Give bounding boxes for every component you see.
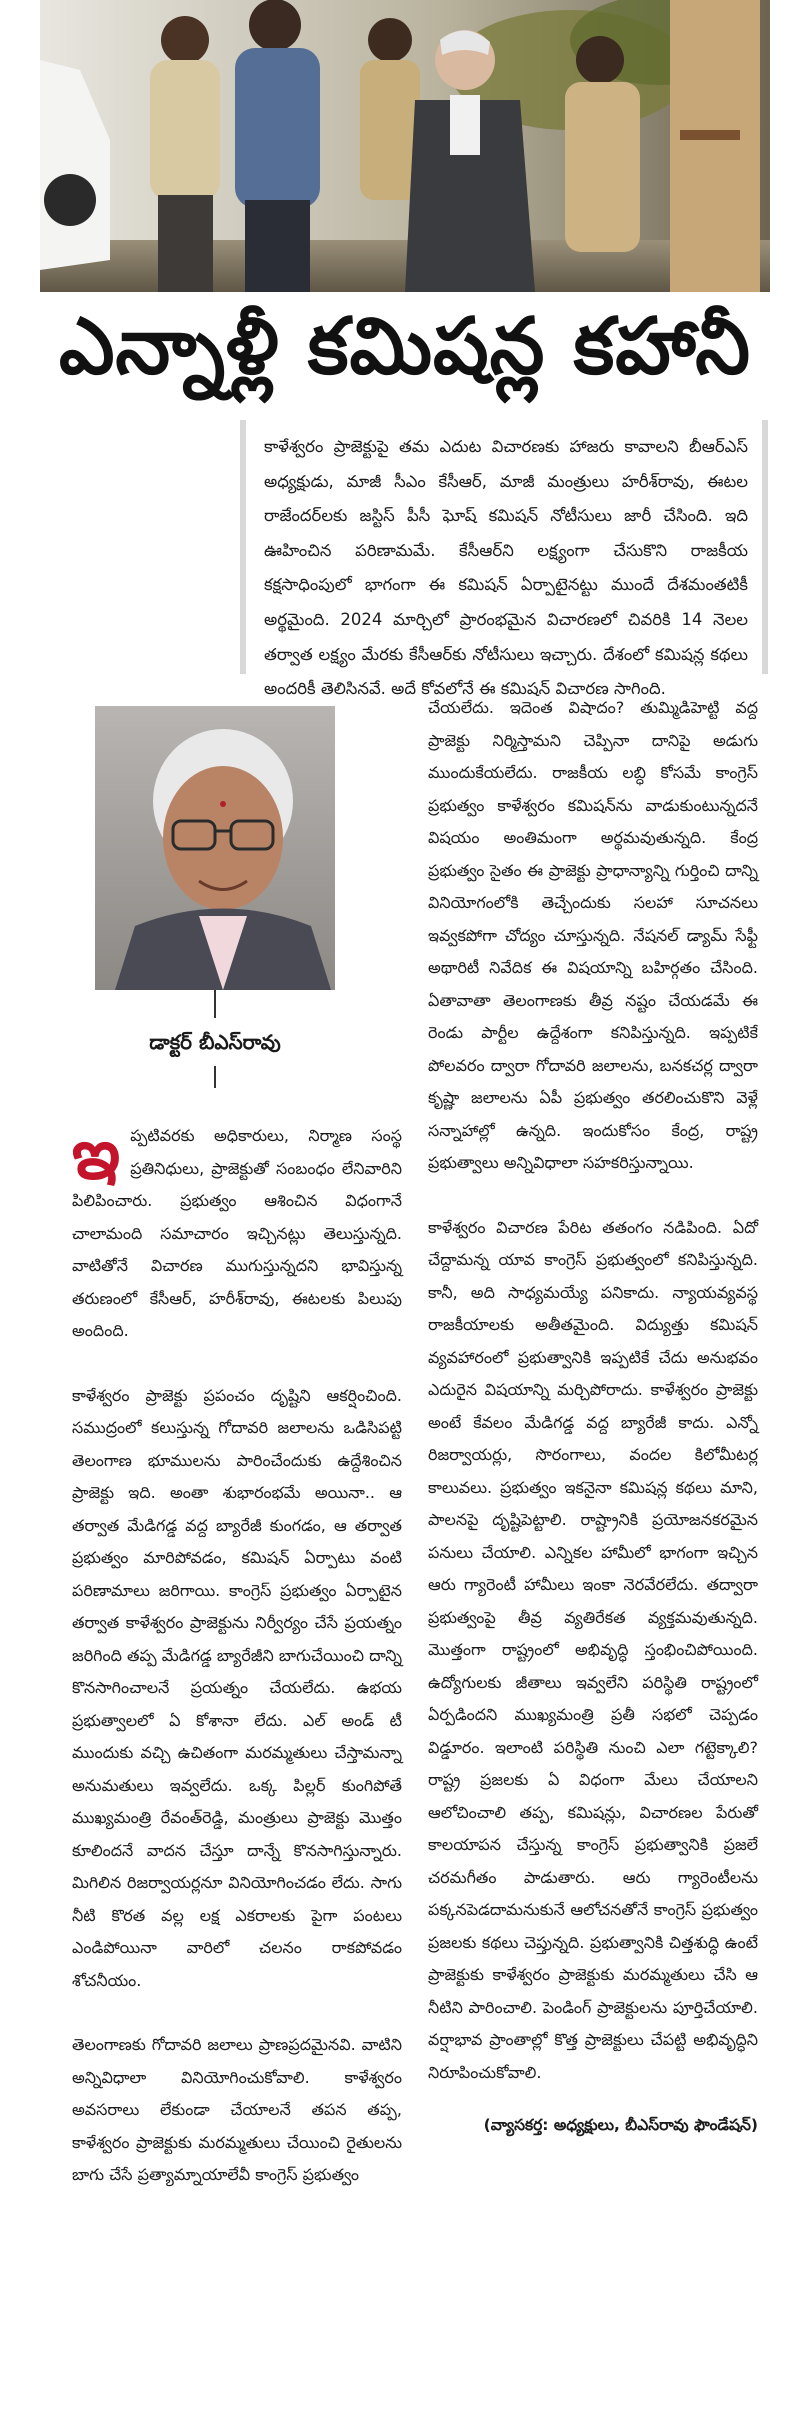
news-photo xyxy=(40,0,770,292)
drop-cap: ఇ xyxy=(72,1113,121,1195)
article-paragraph: తెలంగాణకు గోదావరి జలాలు ప్రాణప్రదమైనవి. వాటిని అన్నివిధాలా వినియోగించుకోవాలి. కాళేశ్వరం అవసరాలు లేకుండా చేయాలనే తపన తప్ప, కాళేశ్వరం ప్రాజెక్టుకు మరమ్మతులు చేయించి రైతులను బాగు చేసే ప్రత్యామ్నాయాలేవీ కాంగ్రెస్ ప్రభుత్వం xyxy=(72,2035,402,2184)
intro-box xyxy=(240,420,768,699)
intro-text: కాళేశ్వరం ప్రాజెక్టుపై తమ ఎదుట విచారణకు హాజరు కావాలని బీఆర్‌ఎస్ అధ్యక్షుడు, మాజీ సీఎం కేసీఆర్, మాజీ మంత్రులు హరీశ్‌రావు, ఈటల రాజేందర్‌లకు జస్టిస్ పీసీ ఘోష్ కమిషన్ నోటీసులు జారీ చేసింది. ఇది ఊహించిన పరిణామమే. కేసీఆర్‌ని లక్ష్యంగా చేసుకొని రాజకీయ కక్షసాధింపులో భాగంగా ఈ కమిషన్ ఏర్పాటైనట్టు ముందే దేశమంతటికీ అర్థమైంది. 2024 మార్చిలో ప్రారంభమైన విచారణలో చివరికి 14 నెలల తర్వాత లక్ష్యం మేరకు కేసీఆర్‌కు నోటీసులు ఇచ్చారు. దేశంలో కమిషన్ల కథలు అందరికీ తెలిసినవే. అదే కోవలోనే ఈ కమిషన్ విచారణ సాగింది. xyxy=(264,437,748,699)
article-paragraph: కాళేశ్వరం విచారణ పేరిట తతంగం నడిపింది. ఏదో చేద్దామన్న యావ కాంగ్రెస్ ప్రభుత్వంలో కనిపిస్తున్నది. కానీ, అది సాధ్యమయ్యే పనికాదు. న్యాయవ్యవస్థ రాజకీయాలకు అతీతమైంది. విద్యుత్తు కమిషన్ వ్యవహారంలో ప్రభుత్వానికి ఇప్పటికే చేదు అనుభవం ఎదురైన విషయాన్ని మర్చిపోరాదు. కాళేశ్వరం ప్రాజెక్టు అంటే కేవలం మేడిగడ్డ వద్ద బ్యారేజీ కాదు. ఎన్నో రిజర్వాయర్లు, సొరంగాలు, వందల కిలోమీటర్ల కాలువలు. ప్రభుత్వం ఇకనైనా కమిషన్ల కథలు మాని, పాలనపై దృష్టిపెట్టాలి. రాష్ట్రానికి ప్రయోజనకరమైన పనులు చేయాలి. ఎన్నికల హామీలో భాగంగా ఇచ్చిన ఆరు గ్యారెంటీ హామీలు ఇంకా నెరవేరలేదు. తద్వారా ప్రభుత్వంపై తీవ్ర వ్యతిరేకత వ్యక్తమవుతున్నది. మొత్తంగా రాష్ట్రంలో అభివృద్ధి స్తంభించిపోయింది. ఉద్యోగులకు జీతాలు ఇవ్వలేని పరిస్థితి రాష్ట్రంలో ఏర్పడిందని ముఖ్యమంత్రి ప్రతీ సభలో చెప్పడం విడ్డూరం. ఇలాంటి పరిస్థితి నుంచి ఎలా గట్టెక్కాలి? రాష్ట్ర ప్రజలకు ఏ విధంగా మేలు చేయాలని ఆలోచించాలి తప్ప, కమిషన్లు, విచారణల పేరుతో కాలయాపన చేస్తున్న కాంగ్రెస్ ప్రభుత్వానికి ప్రజలే చరమగీతం పాడుతారు. ఆరు గ్యారెంటీలను పక్కనపెడదామనుకునే ఆలోచనతోనే కాంగ్రెస్ ప్రభుత్వం ప్రజలకు కథలు చెప్తున్నది. ప్రభుత్వానికి చిత్తశుద్ధి ఉంటే ప్రాజెక్టుకు కాళేశ్వరం ప్రాజెక్టుకు మరమ్మతులు చేసి ఆ నీటిని పారించాలి. పెండింగ్ ప్రాజెక్టులను పూర్తిచేయాలి. వర్షాభావ ప్రాంతాల్లో కొత్త ప్రాజెక్టులు చేపట్టి అభివృద్ధిని నిరూపించుకోవాలి. xyxy=(428,1217,758,2082)
author-photo xyxy=(95,706,335,990)
headline: ఎన్నాళ్లీ కమిషన్ల కహానీ xyxy=(58,301,752,392)
author-name: డాక్టర్ బీఎస్‌రావు xyxy=(149,1030,281,1054)
author-divider xyxy=(214,990,216,1018)
article-paragraph: కాళేశ్వరం ప్రాజెక్టు ప్రపంచం దృష్టిని ఆకర్షించింది. సముద్రంలో కలుస్తున్న గోదావరి జలాలను ఒడిసిపట్టి తెలంగాణ భూములను పారించేందుకు ఉద్దేశించిన ప్రాజెక్టు ఇది. అంతా శుభారంభమే అయినా.. ఆ తర్వాత మేడిగడ్డ వద్ద బ్యారేజీ కుంగడం, ఆ తర్వాత ప్రభుత్వం మారిపోవడం, కమిషన్ ఏర్పాటు వంటి పరిణామాలు జరిగాయి. కాంగ్రెస్ ప్రభుత్వం ఏర్పాటైన తర్వాత కాళేశ్వరం ప్రాజెక్టును నిర్వీర్యం చేసే ప్రయత్నం జరిగింది తప్ప మేడిగడ్డ బ్యారేజీని బాగుచేయించి దాన్ని కొనసాగించాలనే ప్రయత్నం చేయలేదు. ఉభయ ప్రభుత్వాలలో ఏ కోశానా లేదు. ఎల్ అండ్ టీ ముందుకు వచ్చి ఉచితంగా మరమ్మతులు చేస్తామన్నా అనుమతులు ఇవ్వలేదు. ఒక్క పిల్లర్ కుంగిపోతే ముఖ్యమంత్రి రేవంత్‌రెడ్డి, మంత్రులు ప్రాజెక్టు మొత్తం కూలిందనే వాదన చేస్తూ దాన్నే కొనసాగిస్తున్నారు. మిగిలిన రిజర్వాయర్లనూ వినియోగించడం లేదు. సాగు నీటి కొరత వల్ల లక్ష ఎకరాలకు పైగా పంటలు ఎండిపోయినా వారిలో చలనం రాకపోవడం శోచనీయం. xyxy=(72,1385,402,1990)
article-right-column xyxy=(428,692,758,2142)
article-left-column xyxy=(72,1113,402,2224)
author-divider xyxy=(214,1066,216,1088)
article-paragraph xyxy=(72,1113,402,1348)
paragraph-text: ప్పటివరకు అధికారులు, నిర్మాణ సంస్థ ప్రతినిధులు, ప్రాజెక్టుతో సంబంధం లేనివారిని పిలిపించారు. ప్రభుత్వం ఆశించిన విధంగానే చాలామంది సమాచారం ఇచ్చినట్లు తెలుస్తున్నది. వాటితోనే విచారణ ముగుస్తున్నదని భావిస్తున్న తరుణంలో కేసీఆర్, హరీశ్‌రావు, ఈటలకు పిలుపు అందింది. xyxy=(72,1126,402,1340)
article-paragraph: చేయలేదు. ఇదెంత విషాదం? తుమ్మిడిహెట్టి వద్ద ప్రాజెక్టు నిర్మిస్తామని చెప్పినా దానిపై అడుగు ముందుకేయలేదు. రాజకీయ లబ్ధి కోసమే కాంగ్రెస్ ప్రభుత్వం కాళేశ్వరం కమిషన్‌ను వాడుకుంటున్నదనే విషయం అంతిమంగా అర్థమవుతున్నది. కేంద్ర ప్రభుత్వం సైతం ఈ ప్రాజెక్టు ప్రాధాన్యాన్ని గుర్తించి దాన్ని వినియోగంలోకి తెచ్చేందుకు సలహా సూచనలు ఇవ్వకపోగా చోద్యం చూస్తున్నది. నేషనల్ డ్యామ్ సేఫ్టీ అథారిటీ నివేదిక ఈ విషయాన్ని బహిర్గతం చేసింది. ఏతావాతా తెలంగాణకు తీవ్ర నష్టం చేయడమే ఈ రెండు పార్టీల ఉద్దేశంగా కనిపిస్తున్నది. ఇప్పటికే పోలవరం ద్వారా గోదావరి జలాలను, బనకచర్ల ద్వారా కృష్ణా జలాలను ఏపీ ప్రభుత్వం తరలించుకొని వెళ్లే సన్నాహాల్లో ఉన్నది. ఇందుకోసం కేంద్ర, రాష్ట్ర ప్రభుత్వాలు అన్నివిధాలా సహకరిస్తున్నాయి. xyxy=(428,698,758,1172)
author-credit: (వ్యాసకర్త: అధ్యక్షులు, బీఎస్‌రావు ఫౌండేషన్) xyxy=(483,2116,758,2134)
